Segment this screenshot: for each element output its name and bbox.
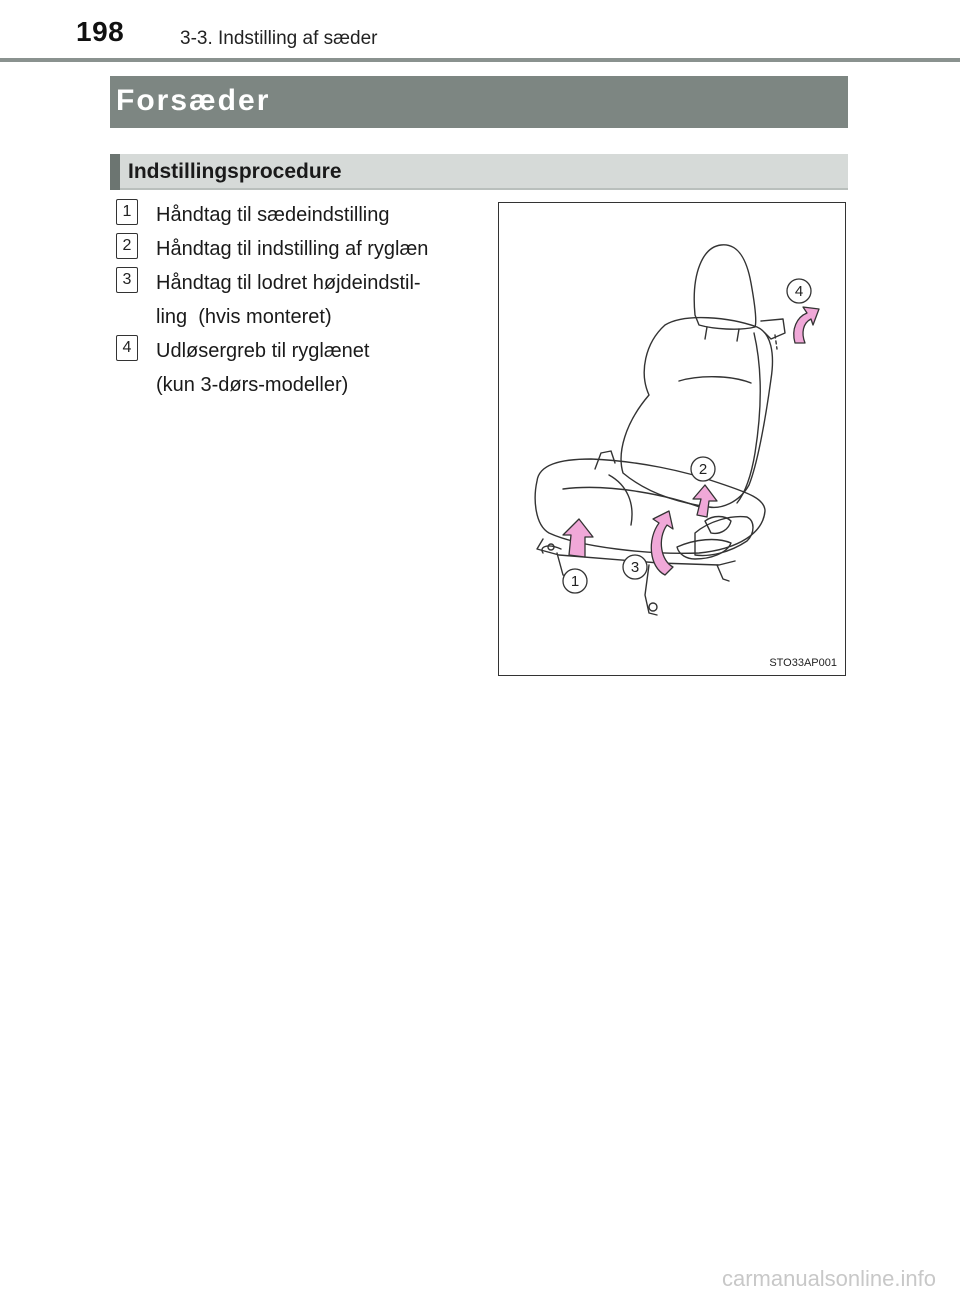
legend-number: 1 [116,199,138,225]
backrest-seam [679,377,751,383]
backrest-release [761,319,785,339]
legend-text [156,198,478,232]
legend-number: 3 [116,267,138,293]
headrest [694,245,756,329]
arrow-3 [651,511,673,575]
section-title: Forsæder [116,84,271,117]
legend-line: Håndtag til lodret højdeindstil- [156,272,421,294]
callout-1: 1 [570,573,580,590]
legend-text [156,266,478,334]
arrow-4 [794,307,819,343]
legend-number: 4 [116,335,138,361]
backrest-side [737,333,760,503]
side-panel [695,517,753,556]
figure-code: STO33AP001 [769,657,837,669]
header-rule [0,58,960,62]
cushion-seam [563,487,705,509]
legend-line: Håndtag til sædeindstilling [156,204,390,226]
footer-watermark: carmanualsonline.info [721,1266,936,1291]
page-number: 198 [76,16,125,47]
callout-3: 3 [630,559,640,576]
seat-drawing [499,203,844,674]
legend-text [156,232,478,266]
seat-cushion [535,459,765,553]
legend-line: ling (hvis monteret) [156,306,332,328]
legend-line: Håndtag til indstilling af ryglæn [156,238,429,260]
arrow-1 [563,519,593,557]
legend-number: 2 [116,233,138,259]
subsection-title: Indstillingsprocedure [128,160,342,183]
chapter-header: 3-3. Indstilling af sæder [180,28,378,49]
recline-lever [705,517,731,534]
callout-4: 4 [794,283,804,300]
subsection-accent [110,154,120,190]
legend-line: Udløsergreb til ryglænet [156,340,370,362]
arrow-2 [693,485,717,517]
seat-illustration [498,202,846,676]
legend-text [156,334,478,402]
legend-line: (kun 3-dørs-modeller) [156,374,349,396]
callout-2: 2 [698,461,708,478]
